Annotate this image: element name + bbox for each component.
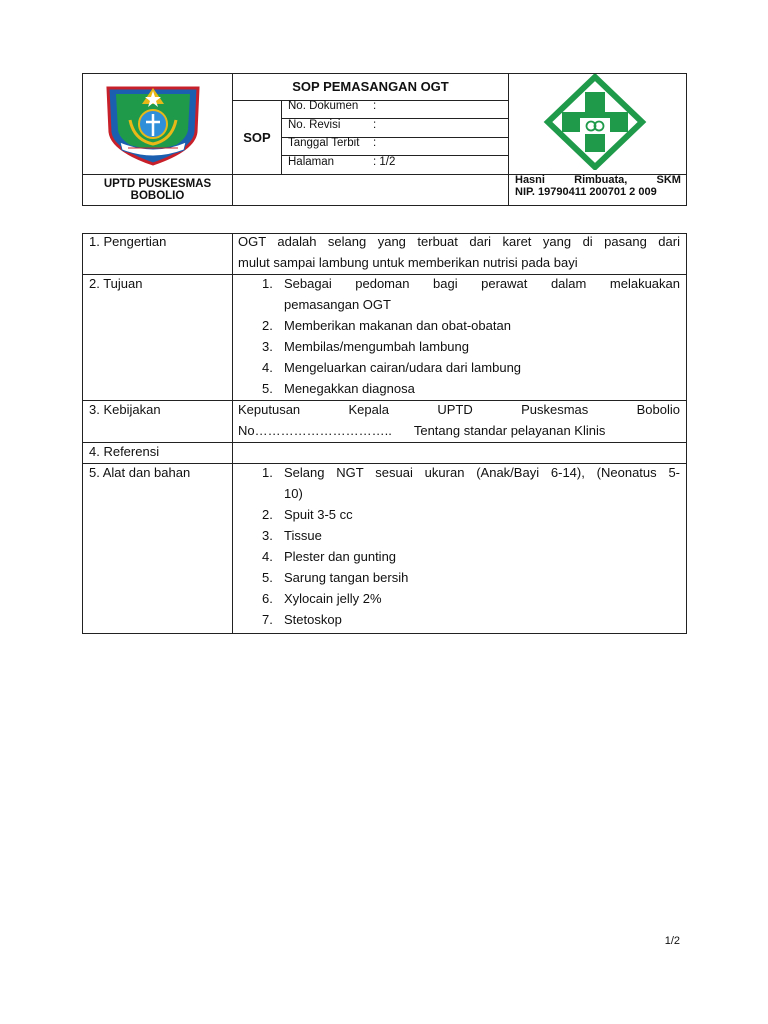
list-item: 4. Mengeluarkan cairan/udara dari lambung [262,360,522,375]
list-item: 2. Spuit 3-5 cc [262,507,353,522]
list-item: 3. Tissue [262,528,322,543]
row-label-pengertian: 1. Pengertian [89,234,167,249]
list-item: 4. Plester dan gunting [262,549,397,564]
signer-block [515,174,681,198]
page-label: Halaman [288,156,335,168]
row-label-kebijakan: 3. Kebijakan [89,402,161,417]
tujuan-list [232,273,680,399]
regency-emblem-logo [104,80,202,166]
list-item: 1. Selang NGT sesuai ukuran (Anak/Bayi 6-14), (Neonatus 5- 10) [262,465,680,501]
page-value: : 1/2 [373,156,396,168]
puskesmas-logo [542,74,648,170]
list-item: 3. Membilas/mengumbah lambung [262,339,469,354]
kebijakan-text: Keputusan Kepala UPTD Puskesmas Bobolio No………………………….. Tentang standar pelayanan Klinis [238,402,680,438]
issue-date-value: : [373,137,377,149]
alat-list [232,462,680,630]
list-item: 6. Xylocain jelly 2% [262,591,382,606]
doc-number-value: : [373,100,377,112]
issue-date-label: Tanggal Terbit [288,137,360,149]
signer-name: Hasni Rimbuata, SKM [515,174,681,186]
list-item: 5. Sarung tangan bersih [262,570,409,585]
row-label-tujuan: 2. Tujuan [89,276,143,291]
doc-number-label: No. Dokumen [288,100,359,112]
list-item: 2. Memberikan makanan dan obat-obatan [262,318,511,333]
revision-label: No. Revisi [288,119,341,131]
page-number: 1/2 [664,935,680,947]
document-title: SOP PEMASANGAN OGT [292,79,449,94]
signer-nip: NIP. 19790411 200701 2 009 [515,186,657,198]
sop-label: SOP [243,130,271,145]
row-label-alat: 5. Alat dan bahan [89,465,191,480]
list-item: 5. Menegakkan diagnosa [262,381,415,396]
list-item: 1. Sebagai pedoman bagi perawat dalam melakuakan pemasangan OGT [262,276,680,312]
list-item: 7. Stetoskop [262,612,342,627]
revision-value: : [373,119,377,131]
pengertian-text: OGT adalah selang yang terbuat dari karet yang di pasang dari mulut sampai lambung untuk memberikan nutrisi pada bayi [238,234,680,270]
organization-name: UPTD PUSKESMAS BOBOLIO [103,178,212,202]
row-label-referensi: 4. Referensi [89,444,160,459]
